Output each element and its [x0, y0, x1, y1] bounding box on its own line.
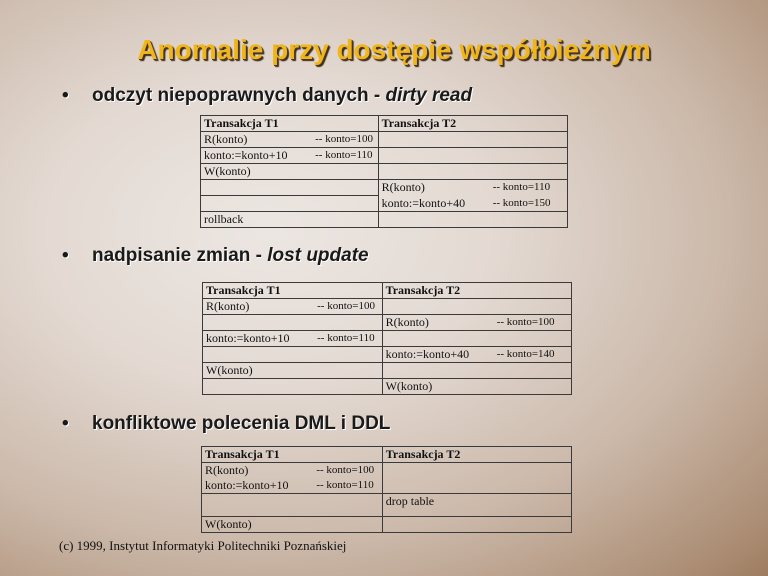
header-t1: Transakcja T1 — [203, 283, 383, 299]
table-row — [202, 463, 572, 479]
t2-comment: -- konto=100 — [494, 315, 572, 331]
table-row — [203, 315, 572, 331]
t2-comment: -- konto=110 — [490, 180, 568, 196]
t1-comment — [314, 347, 382, 363]
header-t1: Transakcja T1 — [201, 116, 379, 132]
t2-op — [382, 517, 494, 533]
t2-op: konto:=konto+40 — [378, 196, 490, 212]
table-row — [201, 132, 568, 148]
t1-op: konto:=konto+10 — [201, 148, 313, 164]
t1-comment — [313, 517, 382, 533]
header-t2: Transakcja T2 — [378, 116, 567, 132]
table-row — [201, 148, 568, 164]
t1-comment: -- konto=110 — [314, 331, 382, 347]
t2-comment — [494, 299, 572, 315]
t2-op — [378, 148, 490, 164]
slide-title: Anomalie przy dostępie współbieżnym — [137, 34, 651, 65]
t1-comment — [313, 494, 382, 517]
t2-op — [382, 463, 494, 479]
t2-comment — [494, 331, 572, 347]
t2-op: R(konto) — [382, 315, 494, 331]
t2-comment — [494, 379, 572, 395]
bullet-lost-update — [62, 245, 369, 267]
t1-op: W(konto) — [202, 517, 314, 533]
table-dirty-read — [200, 115, 568, 228]
table-header-row — [203, 283, 572, 299]
t1-op — [202, 494, 314, 517]
header-t2: Transakcja T2 — [382, 447, 571, 463]
t1-comment — [312, 212, 378, 228]
t1-op: konto:=konto+10 — [203, 331, 315, 347]
table-row — [203, 331, 572, 347]
bullet-term: dirty read — [385, 85, 473, 106]
t2-comment — [490, 148, 568, 164]
t2-comment — [494, 517, 572, 533]
t1-op: R(konto) — [201, 132, 313, 148]
table-header-row — [202, 447, 572, 463]
t2-comment — [490, 212, 568, 228]
header-t1: Transakcja T1 — [202, 447, 383, 463]
table-row — [203, 379, 572, 395]
table-row — [202, 478, 572, 494]
table-lost-update — [202, 282, 572, 395]
t1-comment: -- konto=100 — [313, 463, 382, 479]
table-row — [203, 347, 572, 363]
bullet-label: nadpisanie zmian - — [92, 245, 268, 266]
t1-op: W(konto) — [203, 363, 315, 379]
t1-op — [203, 315, 315, 331]
t1-comment: -- konto=110 — [312, 148, 378, 164]
t1-op — [203, 347, 315, 363]
t2-op: R(konto) — [378, 180, 490, 196]
table-row — [202, 494, 572, 517]
t2-op — [382, 299, 494, 315]
t1-op — [203, 379, 315, 395]
t1-comment — [312, 164, 378, 180]
t1-comment — [314, 379, 382, 395]
bullet-dot: • — [62, 413, 69, 434]
table-dml-ddl — [201, 446, 572, 533]
t2-op: W(konto) — [382, 379, 494, 395]
table-row — [202, 517, 572, 533]
t2-op — [378, 132, 490, 148]
header-t2: Transakcja T2 — [382, 283, 571, 299]
t1-op — [201, 196, 313, 212]
table-row — [203, 363, 572, 379]
t1-comment: -- konto=100 — [312, 132, 378, 148]
t2-op — [382, 478, 494, 494]
table-row — [203, 299, 572, 315]
t1-comment: -- konto=100 — [314, 299, 382, 315]
bullet-dot: • — [62, 245, 69, 266]
t1-op: R(konto) — [203, 299, 315, 315]
t2-comment — [490, 164, 568, 180]
copyright-footer: (c) 1999, Instytut Informatyki Politechniki Poznańskiej — [59, 538, 347, 553]
bullet-label: konfliktowe polecenia DML i DDL — [92, 413, 391, 434]
t1-comment — [312, 180, 378, 196]
t2-comment — [490, 132, 568, 148]
table-row — [201, 196, 568, 212]
t2-comment — [494, 478, 572, 494]
bullet-dot: • — [62, 85, 69, 106]
t2-comment — [494, 363, 572, 379]
t2-op — [378, 212, 490, 228]
t2-comment: -- konto=150 — [490, 196, 568, 212]
bullet-dirty-read — [62, 85, 472, 107]
t1-comment — [314, 315, 382, 331]
t2-op: drop table — [382, 494, 494, 517]
t2-comment — [494, 463, 572, 479]
bullet-label: odczyt niepoprawnych danych - — [92, 85, 386, 106]
t1-comment — [314, 363, 382, 379]
t1-op: konto:=konto+10 — [202, 478, 314, 494]
table-row — [201, 212, 568, 228]
table-row — [201, 180, 568, 196]
t1-comment — [312, 196, 378, 212]
bullet-dml-ddl — [62, 413, 390, 435]
table-header-row — [201, 116, 568, 132]
t1-op: rollback — [201, 212, 313, 228]
t1-comment: -- konto=110 — [313, 478, 382, 494]
t1-op: R(konto) — [202, 463, 314, 479]
t2-op — [382, 331, 494, 347]
t1-op — [201, 180, 313, 196]
t2-comment — [494, 494, 572, 517]
t1-op: W(konto) — [201, 164, 313, 180]
table-row — [201, 164, 568, 180]
t2-op — [378, 164, 490, 180]
t2-op — [382, 363, 494, 379]
t2-op: konto:=konto+40 — [382, 347, 494, 363]
t2-comment: -- konto=140 — [494, 347, 572, 363]
bullet-term: lost update — [267, 245, 369, 266]
